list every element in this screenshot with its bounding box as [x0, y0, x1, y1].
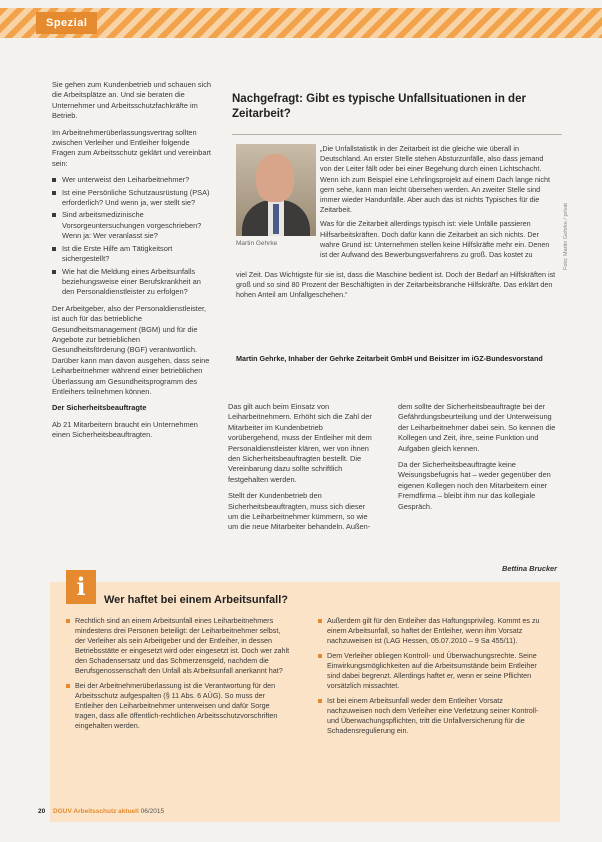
interview-signature: Martin Gehrke, Inhaber der Gehrke Zeitarbeit GmbH und Beisitzer im iGZ-Bundesvorstand — [236, 354, 543, 363]
right-column — [398, 402, 558, 518]
left-column — [52, 80, 212, 447]
paragraph: Ab 21 Mitarbeitern braucht ein Unternehmen einen Sicherheitsbeauftragten. — [52, 419, 198, 440]
page-footer — [38, 808, 164, 815]
list-item: Wer unterweist den Leiharbeitnehmer? — [52, 175, 212, 185]
page-number: 20 — [38, 808, 46, 815]
portrait-face — [256, 154, 294, 202]
photo-caption: Martin Gehrke — [236, 240, 278, 247]
portrait-tie — [273, 204, 279, 234]
photo-credit: Foto: Martin Gehrke / privat — [563, 203, 569, 270]
info-left-column — [66, 616, 292, 736]
author-byline: Bettina Brucker — [502, 564, 558, 573]
question-list — [52, 175, 212, 297]
subheading: Der Sicherheitsbeauftragte — [52, 403, 147, 413]
quote-paragraph: Was für die Zeitarbeit allerdings typisch ist: viele Unfälle passieren Hilfsarbeitskräften. Doch dafür kann die Zeitarbeit an sich nichts. Der wahre Grund ist: Unternehmen stellen keine Hilfskräfte mehr ein. Denen ist der Aufwand des Bewerbungsverfahrens zu groß. Das kostet zu — [320, 219, 550, 260]
quote-paragraph: „Die Unfallstatistik in der Zeitarbeit ist die gleiche wie überall in Deutschland. An erster Stelle stehen Absturzunfälle, also dass jemand von der Leiter fällt oder bei einer Begehung durch einen Lichtschacht. Wenn ich zum Beispiel eine Lehrlingsprojekt auf einem Dach lange nicht gern sehe, kann man leicht übersehen werden. An zweiter Stelle sind immer wieder Handunfälle. Aber auch das ist nichts Typisches für die Zeitarbeit. — [320, 144, 550, 215]
list-item: Ist die Erste Hilfe am Tätigkeitsort sichergestellt? — [52, 244, 212, 265]
paragraph: dem sollte der Sicherheitsbeauftragte bei der Gefährdungsbeurteilung und der Unterweisung der Leiharbeitnehmer dabei sein. So kennen die Kollegen und Zeit, ihre, seine Funktion und Aufgaben gleich kennen. — [398, 402, 556, 453]
middle-column — [228, 402, 376, 539]
interview-title: Nachgefragt: Gibt es typische Unfallsituationen in der Zeitarbeit? — [232, 93, 526, 120]
paragraph: Das gilt auch beim Einsatz von Leiharbeitnehmern. Erhöht sich die Zahl der Mitarbeiter im Kundenbetrieb vorübergehend, muss der Entleiher mit dem Personaldienstleister klären, wer von ihnen den Sicherheitsbeauftragten bestellt. Die Vereinbarung dazu sollte schriftlich festgehalten werden. — [228, 402, 372, 484]
paragraph: Stellt der Kundenbetrieb den Sicherheitsbeauftragten, muss sich dieser um die Leiharbeitnehmer kümmern, so wie um die neue Mitarbeiter behandeln. Außen- — [228, 491, 371, 532]
list-item: Rechtlich sind an einem Arbeitsunfall eines Leiharbeitnehmers mindestens drei Personen beteiligt: der Leiharbeitnehmer selbst, der Verleiher als sein Arbeitgeber und der Entleiher, in dessen Betriebsstätte er eingesetzt wird oder eingesetzt ist. Doch wer zahlt den Schadensersatz und das Schmerzensgeld, nachdem die Berufsgenossenschaft den Unfall als Arbeitsunfall anerkannt hat? — [66, 616, 292, 676]
interview-quote — [320, 144, 556, 260]
list-item: Wie hat die Meldung eines Arbeitsunfalls beziehungsweise einer Berufskrankheit an den Personaldienstleister zu erfolgen? — [52, 267, 212, 298]
paragraph: Der Arbeitgeber, also der Personaldienstleister, ist auch für das betriebliche Gesundheitsmanagement (BGM) und für die Angebote zur betrieblichen Gesundheitsförderung (BGF) verantwortlich. Darüber kann man davon ausgehen, dass seine Leiharbeitnehmer während einer betrieblichen Überlassung am Gesundheitsprogramm des Entleihers teilnehmen können. — [52, 303, 210, 396]
list-item: Sind arbeitsmedizinische Vorsorgeuntersuchungen vorgeschrieben? Wenn ja: Wer veranlasst sie? — [52, 210, 212, 241]
paragraph: Sie gehen zum Kundenbetrieb und schauen sich die Arbeitsplätze an. Und sie beraten die Unternehmer und Arbeitsschutzfachkräfte im Betrieb. — [52, 80, 212, 121]
info-icon: i — [66, 570, 96, 604]
interview-quote-continued: viel Zeit. Das Wichtigste für sie ist, dass die Maschine bedient ist. Doch der Bedarf an Hilfskräften ist groß und so sind 80 Prozent der Beschäftigten in der Zeitarbeitsbranche Hilfskräfte. Das erklärt den hohen Anteil am Unfallgeschehen.“ — [236, 270, 556, 300]
interview-box — [232, 92, 562, 388]
paragraph: Da der Sicherheitsbeauftragte keine Weisungsbefugnis hat – weder gegenüber den eigenen Kollegen noch den Mitarbeitern einer Fremdfirma – bleibt ihm nur das kollegiale Gespräch. — [398, 460, 551, 511]
info-right-column — [318, 616, 544, 741]
list-item: Ist bei einem Arbeitsunfall weder dem Entleiher Vorsatz nachzuweisen noch dem Verleiher eine Verletzung seiner Kontroll- und Überwachungspflichten, tritt die Unfallversicherung für die Schadensregulierung ein. — [318, 696, 544, 736]
list-item: Dem Verleiher obliegen Kontroll- und Überwachungsrechte. Seine Einwirkungsmöglichkeiten auf die Arbeitsumstände beim Entleiher sind dabei begrenzt. Allerdings haftet er, wenn er seine Pflichten vorsätzlich missachtet. — [318, 651, 544, 691]
paragraph: Im Arbeitnehmerüberlassungsvertrag sollten zwischen Verleiher und Entleiher folgende Fragen zum Arbeitsschutz geklärt und vereinbart sein: — [52, 127, 211, 168]
info-box-title: Wer haftet bei einem Arbeitsunfall? — [104, 594, 288, 606]
list-item: Ist eine Persönliche Schutzausrüstung (PSA) erforderlich? Und wenn ja, wer stellt sie? — [52, 188, 212, 209]
divider — [232, 134, 562, 135]
section-tab: Spezial — [36, 12, 97, 34]
list-item: Außerdem gilt für den Entleiher das Haftungsprivileg. Kommt es zu einem Arbeitsunfall, so haftet der Entleiher, wenn ihm Vorsatz nachzuweisen ist (LAG Hessen, 05.07.2010 – 9 Sa 455/11). — [318, 616, 544, 646]
portrait-photo — [236, 144, 316, 236]
issue-label: 06/2015 — [140, 808, 165, 815]
list-item: Bei der Arbeitnehmerüberlassung ist die Verantwortung für den Arbeitsschutz aufgespalten (§ 11 Abs. 6 AÜG). So muss der Entleiher den Leiharbeitnehmer unterweisen und dafür Sorge tragen, dass alle öffentlich-rechtlichen Arbeitsschutzvorschriften eingehalten werden. — [66, 681, 292, 731]
info-box — [50, 572, 560, 822]
magazine-name: DGUV Arbeitsschutz aktuell — [53, 808, 139, 815]
